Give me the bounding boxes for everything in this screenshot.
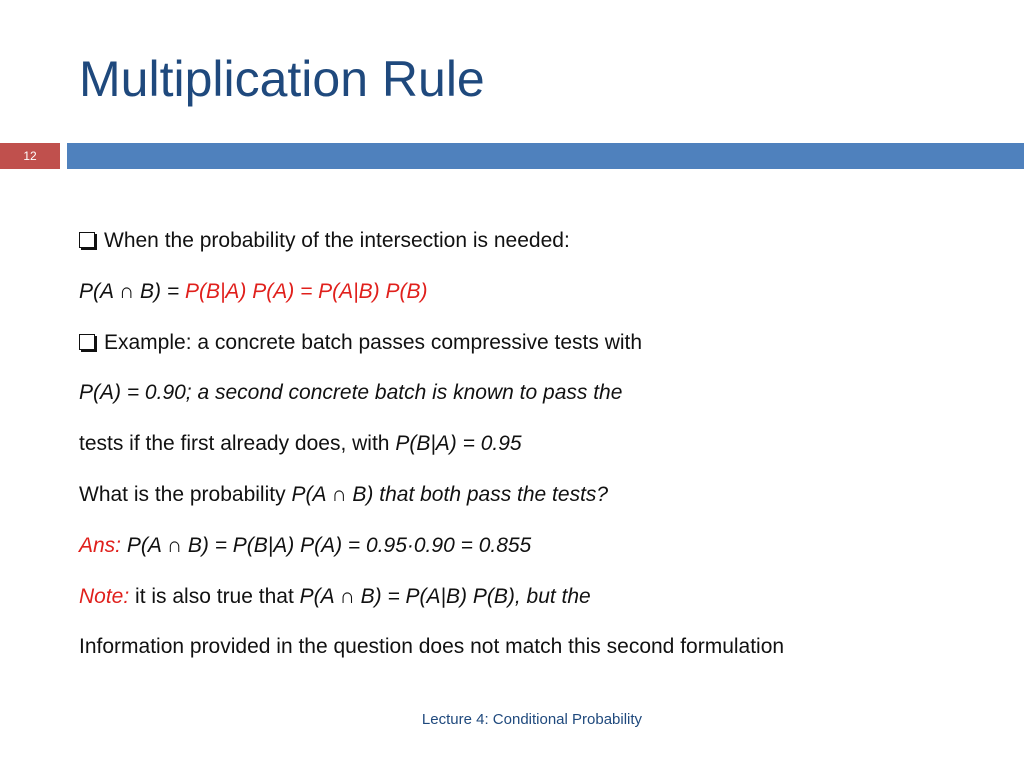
note-line: [79, 578, 999, 629]
final-text: Information provided in the question does not match this second formulation: [79, 635, 785, 659]
example-formula-2: P(B|A) = 0.95: [395, 432, 522, 456]
example-text-1: P(A) = 0.90; a second concrete batch is known to pass the: [79, 381, 623, 405]
bullet-text-2: Example: a concrete batch passes compressive tests with: [104, 330, 643, 354]
answer-line: [79, 527, 999, 578]
question-line: [79, 476, 999, 527]
example-line-2: [79, 425, 999, 476]
note-formula: P(A ∩ B) = P(A|B) P(B), but the: [299, 584, 591, 608]
bullet-line-2: [79, 324, 999, 375]
note-label: Note:: [79, 584, 130, 608]
question-formula: P(A ∩ B) that both pass the tests?: [291, 482, 609, 506]
checkbox-bullet-icon: [79, 232, 95, 248]
slide-title: Multiplication Rule: [79, 51, 485, 107]
answer-label: Ans:: [79, 533, 122, 557]
slide-number: 12: [0, 143, 60, 169]
example-text-2: tests if the first already does, with: [79, 432, 396, 456]
example-line-1: [79, 374, 999, 425]
answer-text: P(A ∩ B) = P(B|A) P(A) = 0.95·0.90 = 0.855: [121, 533, 532, 557]
bullet-line-1: [79, 222, 999, 273]
checkbox-bullet-icon: [79, 334, 95, 350]
question-text: What is the probability: [79, 482, 292, 506]
slide-content: [79, 222, 999, 679]
formula-right: P(B|A) P(A) = P(A|B) P(B): [184, 279, 428, 303]
formula-left: P(A ∩ B) =: [79, 279, 185, 303]
note-text: it is also true that: [129, 584, 300, 608]
slide-footer: Lecture 4: Conditional Probability: [421, 711, 643, 728]
final-line: [79, 628, 999, 679]
header-bar: [67, 143, 1024, 169]
bullet-text-1: When the probability of the intersection is needed:: [104, 229, 570, 252]
formula-line: [79, 273, 999, 324]
